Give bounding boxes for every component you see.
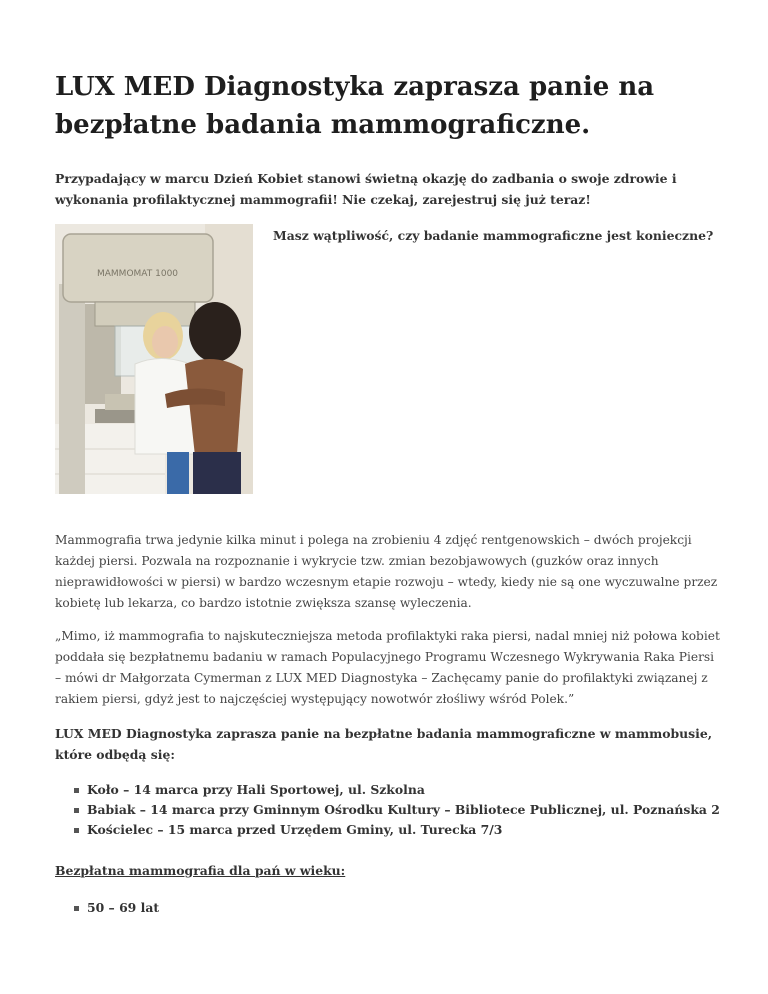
age-heading: Bezpłatna mammografia dla pań w wieku: (55, 863, 346, 878)
list-item: Babiak – 14 marca przy Gminnym Ośrodku Kultury – Bibliotece Publicznej, ul. Poznańska 2 (55, 800, 720, 820)
lead-paragraph: Przypadający w marcu Dzień Kobiet stanowi świetną okazję do zadbania o swoje zdrowie i wykonania profilaktycznej mammografii! Nie czekaj, zarejestruj się już teraz! (55, 171, 677, 207)
list-item: Kościelec – 15 marca przed Urzędem Gminy, ul. Turecka 7/3 (55, 820, 720, 840)
page-title: LUX MED Diagnostyka zaprasza panie na bezpłatne badania mammograficzne. (55, 72, 655, 140)
paragraph-mammography-info: Mammografia trwa jedynie kilka minut i polega na zrobieniu 4 zdjęć rentgenowskich – dwóch projekcji każdej piersi. Pozwala na rozpoznanie i wykrycie tzw. zmian bezobjawowych (guzków oraz innych nieprawidłowości w piersi) w bardzo wczesnym etapie rozwoju – wtedy, kiedy nie są one wyczuwalne przez kobietę lub lekarza, co bardzo istotnie zwiększa szansę wyleczenia. (55, 533, 718, 610)
locations-list (55, 780, 720, 840)
question-heading: Masz wątpliwość, czy badanie mammograficzne jest konieczne? (273, 228, 714, 243)
mammography-photo (55, 224, 253, 494)
list-item: 50 – 69 lat (55, 898, 720, 918)
list-item: Koło – 14 marca przy Hali Sportowej, ul. Szkolna (55, 780, 720, 800)
machine-label: MAMMOMAT 1000 (97, 269, 179, 279)
paragraph-quote: „Mimo, iż mammografia to najskuteczniejsza metoda profilaktyki raka piersi, nadal mniej niż połowa kobiet poddała się bezpłatnemu badaniu w ramach Populacyjnego Programu Wczesnego Wykrywania Raka Piersi – mówi dr Małgorzata Cymerman z LUX MED Diagnostyka – Zachęcamy panie do profilaktyki związanej z rakiem piersi, gdyż jest to najczęściej występujący nowotwór złośliwy wśród Polek.” (55, 629, 720, 706)
invite-paragraph: LUX MED Diagnostyka zaprasza panie na bezpłatne badania mammograficzne w mammobusie, które odbędą się: (55, 726, 713, 762)
ages-list (55, 898, 720, 918)
